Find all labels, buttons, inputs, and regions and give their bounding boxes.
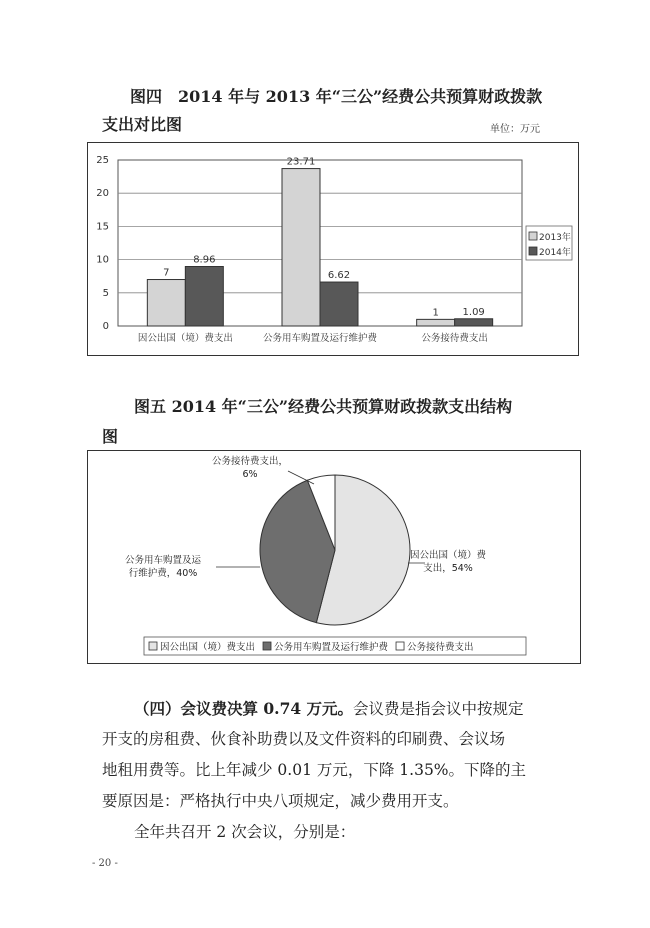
legend-label: 公务用车购置及运行维护费 <box>274 642 389 653</box>
legend-swatch <box>529 247 537 255</box>
bar <box>282 169 320 326</box>
bar <box>320 282 358 326</box>
slice-label: 6% <box>242 469 258 480</box>
data-label: 8.96 <box>193 254 216 266</box>
section-heading: （四）会议费决算 0.74 万元。 <box>134 699 354 718</box>
x-tick-label: 公务用车购置及运行维护费 <box>262 333 378 344</box>
y-tick-label: 15 <box>96 221 109 233</box>
slice-label: 行维护费，40% <box>128 568 198 579</box>
slice-label: 支出，54% <box>423 563 473 574</box>
pie-chart <box>88 451 580 663</box>
data-label: 6.62 <box>327 270 351 282</box>
figure4-title-line2: 支出对比图 <box>102 115 183 134</box>
slice-label: 因公出国（境）费 <box>409 550 487 561</box>
paragraph-line2: 开支的房租费、伙食补助费以及文件资料的印刷费、会议场 <box>102 730 506 748</box>
figure5-title-line2: 图 <box>102 427 119 446</box>
bar <box>455 319 493 326</box>
paragraph-2: 全年共召开 2 次会议，分别是： <box>134 823 356 841</box>
slice-label: 公务用车购置及运 <box>124 555 202 566</box>
legend-label: 2014年 <box>539 248 571 258</box>
bar <box>417 319 455 326</box>
legend-swatch <box>396 642 404 650</box>
x-tick-label: 因公出国（境）费支出 <box>137 333 233 344</box>
data-label: 23.71 <box>286 156 316 168</box>
bar <box>147 280 185 326</box>
bar <box>185 267 223 326</box>
y-tick-label: 0 <box>102 321 109 332</box>
legend-swatch <box>263 642 271 650</box>
x-tick-label: 公务接待费支出 <box>421 333 488 344</box>
y-tick-label: 20 <box>96 188 109 200</box>
y-tick-label: 5 <box>102 287 109 299</box>
pie-chart-frame <box>87 450 581 664</box>
data-label: 7 <box>163 267 170 279</box>
paragraph-line1-rest: 会议费是指会议中按规定 <box>353 700 524 718</box>
y-tick-label: 25 <box>96 155 109 166</box>
paragraph-line3: 地租用费等。比上年减少 0.01 万元，下降 1.35%。下降的主 <box>102 761 527 779</box>
figure4-unit: 单位：万元 <box>490 124 540 135</box>
figure4-title-line1: 图四 2014 年与 2013 年“三公”经费公共预算财政拨款 <box>130 87 543 106</box>
data-label: 1.09 <box>462 306 485 318</box>
slice-label: 公务接待费支出， <box>211 456 289 467</box>
paragraph-line1 <box>134 693 524 725</box>
legend-label: 因公出国（境）费支出 <box>160 642 256 653</box>
legend-label: 2013年 <box>539 233 571 243</box>
figure5-title-line1: 图五 2014 年“三公”经费公共预算财政拨款支出结构 <box>134 397 513 416</box>
legend-label: 公务接待费支出 <box>407 642 474 653</box>
page-number: - 20 - <box>92 858 118 869</box>
y-tick-label: 10 <box>96 254 109 266</box>
legend-swatch <box>529 232 537 240</box>
bar-chart <box>88 143 578 355</box>
bar-chart-frame <box>87 142 579 356</box>
paragraph-line4: 要原因是：严格执行中央八项规定，减少费用开支。 <box>102 792 459 810</box>
data-label: 1 <box>432 307 439 319</box>
leader-line <box>288 471 314 484</box>
legend-swatch <box>149 642 157 650</box>
